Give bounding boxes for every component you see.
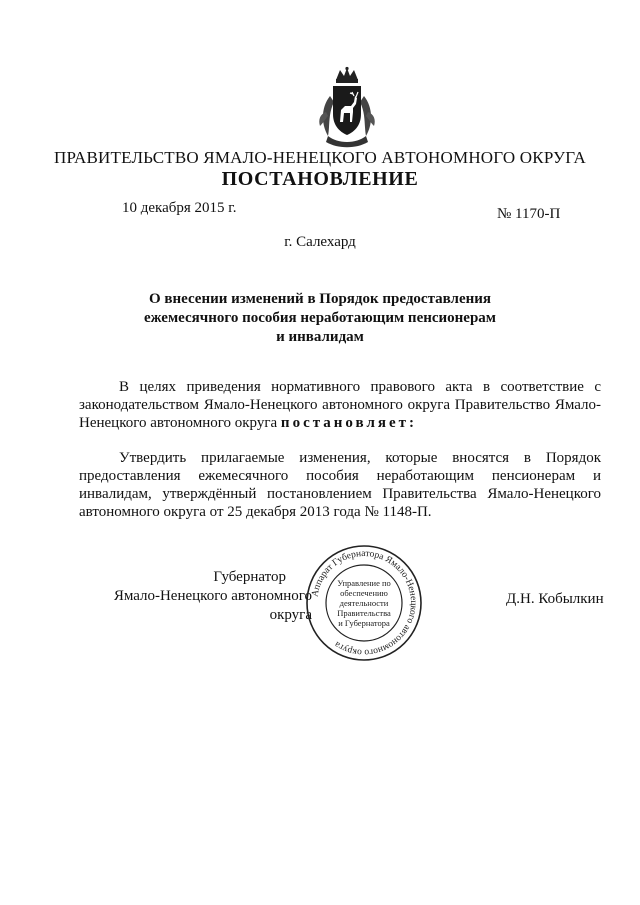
seal-inner-line: и Губернатора (338, 618, 390, 628)
seal-inner-line: обеспечению (340, 588, 388, 598)
document-subject (120, 290, 520, 347)
signatory-name: Д.Н. Кобылкин (506, 591, 604, 607)
document-date: 10 декабря 2015 г. (122, 200, 237, 216)
seal-ring-text: Аппарат Губернатора Ямало-Ненецкого автономного округа (310, 548, 419, 658)
document-city: г. Салехард (284, 234, 356, 250)
signatory-title-line: Ямало-Ненецкого автономного округа (113, 588, 312, 623)
document-type: ПОСТАНОВЛЕНИЕ (221, 168, 419, 190)
coat-of-arms-icon (316, 66, 378, 150)
resolution-paragraph: Утвердить прилагаемые изменения, которые вносятся в Порядок предоставления ежемесячного пособия неработающим пенсионерам и инвалидам, утверждённый постановлением Правительства Ямало-Ненецкого автономного округа от 25 декабря 2013 года № 1148-П. (79, 450, 601, 520)
document-number: № 1170-П (497, 206, 561, 222)
subject-line: ежемесячного пособия неработающим пенсионерам (143, 310, 497, 326)
signatory-title (80, 568, 312, 625)
preamble-paragraph (79, 378, 601, 432)
seal-inner-line: деятельности (339, 598, 389, 608)
decree-word: постановляет (280, 415, 410, 431)
seal-inner-line: Управление по (337, 578, 391, 588)
decree-colon: : (409, 415, 418, 431)
government-title: ПРАВИТЕЛЬСТВО ЯМАЛО-НЕНЕЦКОГО АВТОНОМНОГО ОКРУГА (54, 148, 586, 167)
signatory-title-line: Губернатор (213, 569, 286, 585)
preamble-text: В целях приведения нормативного правового акта в соответствие с законодательством Ямало-Ненецкого автономного округа Правительство Ямало-Ненецкого автономного округа (79, 379, 601, 431)
subject-line: и инвалидам (276, 329, 364, 345)
seal-inner-line: Правительства (337, 608, 391, 618)
subject-line: О внесении изменений в Порядок предоставления (148, 291, 492, 307)
official-seal (305, 544, 423, 662)
